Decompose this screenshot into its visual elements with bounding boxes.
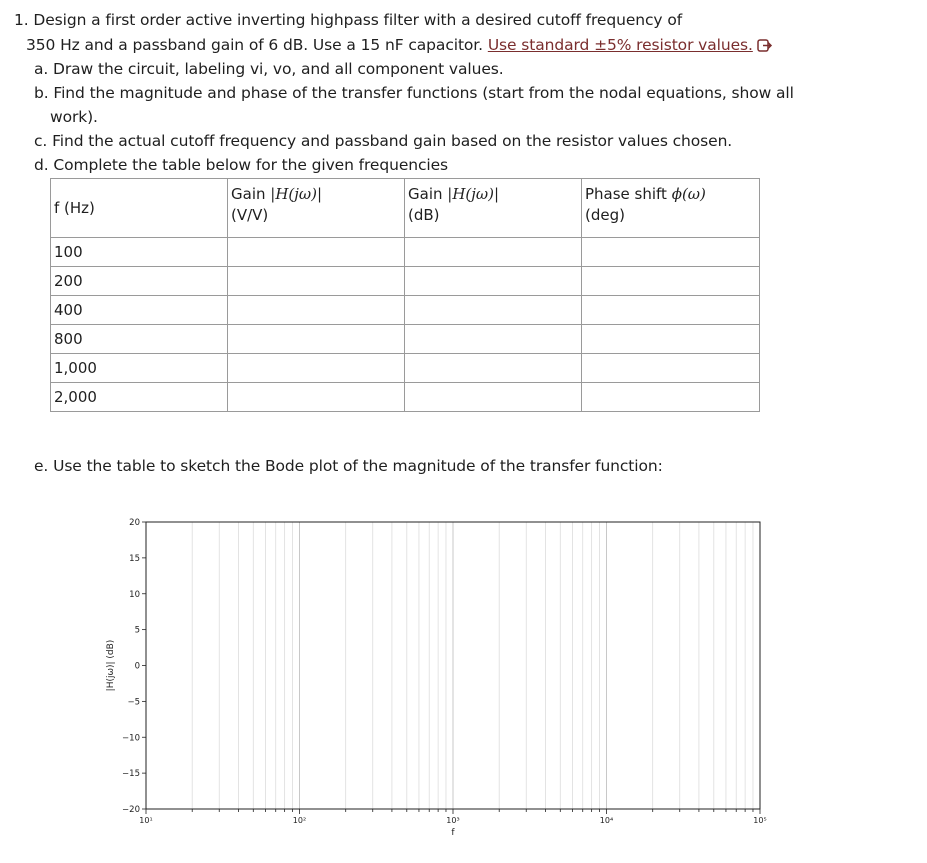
header-gain-db-unit: (dB) <box>408 206 440 224</box>
x-axis-label: f <box>451 828 455 838</box>
x-tick-label: 10⁴ <box>599 816 614 825</box>
header-gain-vv-label: Gain <box>231 185 271 203</box>
freq-cell: 100 <box>51 238 228 267</box>
freq-cell: 800 <box>51 325 228 354</box>
freq-cell: 400 <box>51 296 228 325</box>
header-frequency: f (Hz) <box>51 179 228 238</box>
plot-ticks <box>122 518 767 825</box>
header-gain-vv-unit: (V/V) <box>231 206 269 224</box>
y-tick-label: −20 <box>122 805 140 815</box>
y-tick-label: −15 <box>122 769 140 780</box>
x-tick-label: 10² <box>292 816 307 825</box>
part-b-line-2: work). <box>50 108 98 126</box>
part-e: e. Use the table to sketch the Bode plot of the magnitude of the transfer function: <box>34 457 663 475</box>
freq-cell: 200 <box>51 267 228 296</box>
x-tick-label: 10³ <box>446 816 460 825</box>
header-phase-math: ϕ(ω) <box>671 185 706 203</box>
header-gain-vv-math: |H(jω)| <box>270 185 323 203</box>
y-axis-label: |H(jω)| (dB) <box>106 639 116 692</box>
x-tick-label: 10⁵ <box>753 816 767 825</box>
y-tick-label: 5 <box>134 625 140 636</box>
freq-cell: 2,000 <box>51 383 228 412</box>
freq-cell: 1,000 <box>51 354 228 383</box>
resistor-values-link[interactable]: Use standard ±5% resistor values. <box>487 36 753 54</box>
problem-line-2-text: 350 Hz and a passband gain of 6 dB. Use a 15 nF capacitor. <box>26 36 483 54</box>
header-phase-unit: (deg) <box>585 206 625 224</box>
y-tick-label: 10 <box>129 589 140 600</box>
y-tick-label: −5 <box>127 697 140 708</box>
y-tick-label: 15 <box>129 553 140 564</box>
x-tick-label: 10¹ <box>139 816 153 825</box>
part-a: a. Draw the circuit, labeling vi, vo, and all component values. <box>34 60 504 78</box>
part-b-line-1: b. Find the magnitude and phase of the transfer functions (start from the nodal equations, show all <box>34 84 794 102</box>
y-tick-label: −10 <box>122 733 140 744</box>
problem-line-1: 1. Design a first order active inverting highpass filter with a desired cutoff frequency of <box>14 11 683 29</box>
y-tick-label: 20 <box>129 518 140 528</box>
header-phase-label: Phase shift <box>585 185 672 203</box>
y-tick-label: 0 <box>134 661 140 672</box>
plot-grid <box>146 522 753 809</box>
header-gain-db-label: Gain <box>408 185 448 203</box>
part-d: d. Complete the table below for the given frequencies <box>34 156 449 174</box>
header-gain-db-math: |H(jω)| <box>447 185 500 203</box>
part-c: c. Find the actual cutoff frequency and passband gain based on the resistor values chosen. <box>34 132 733 150</box>
